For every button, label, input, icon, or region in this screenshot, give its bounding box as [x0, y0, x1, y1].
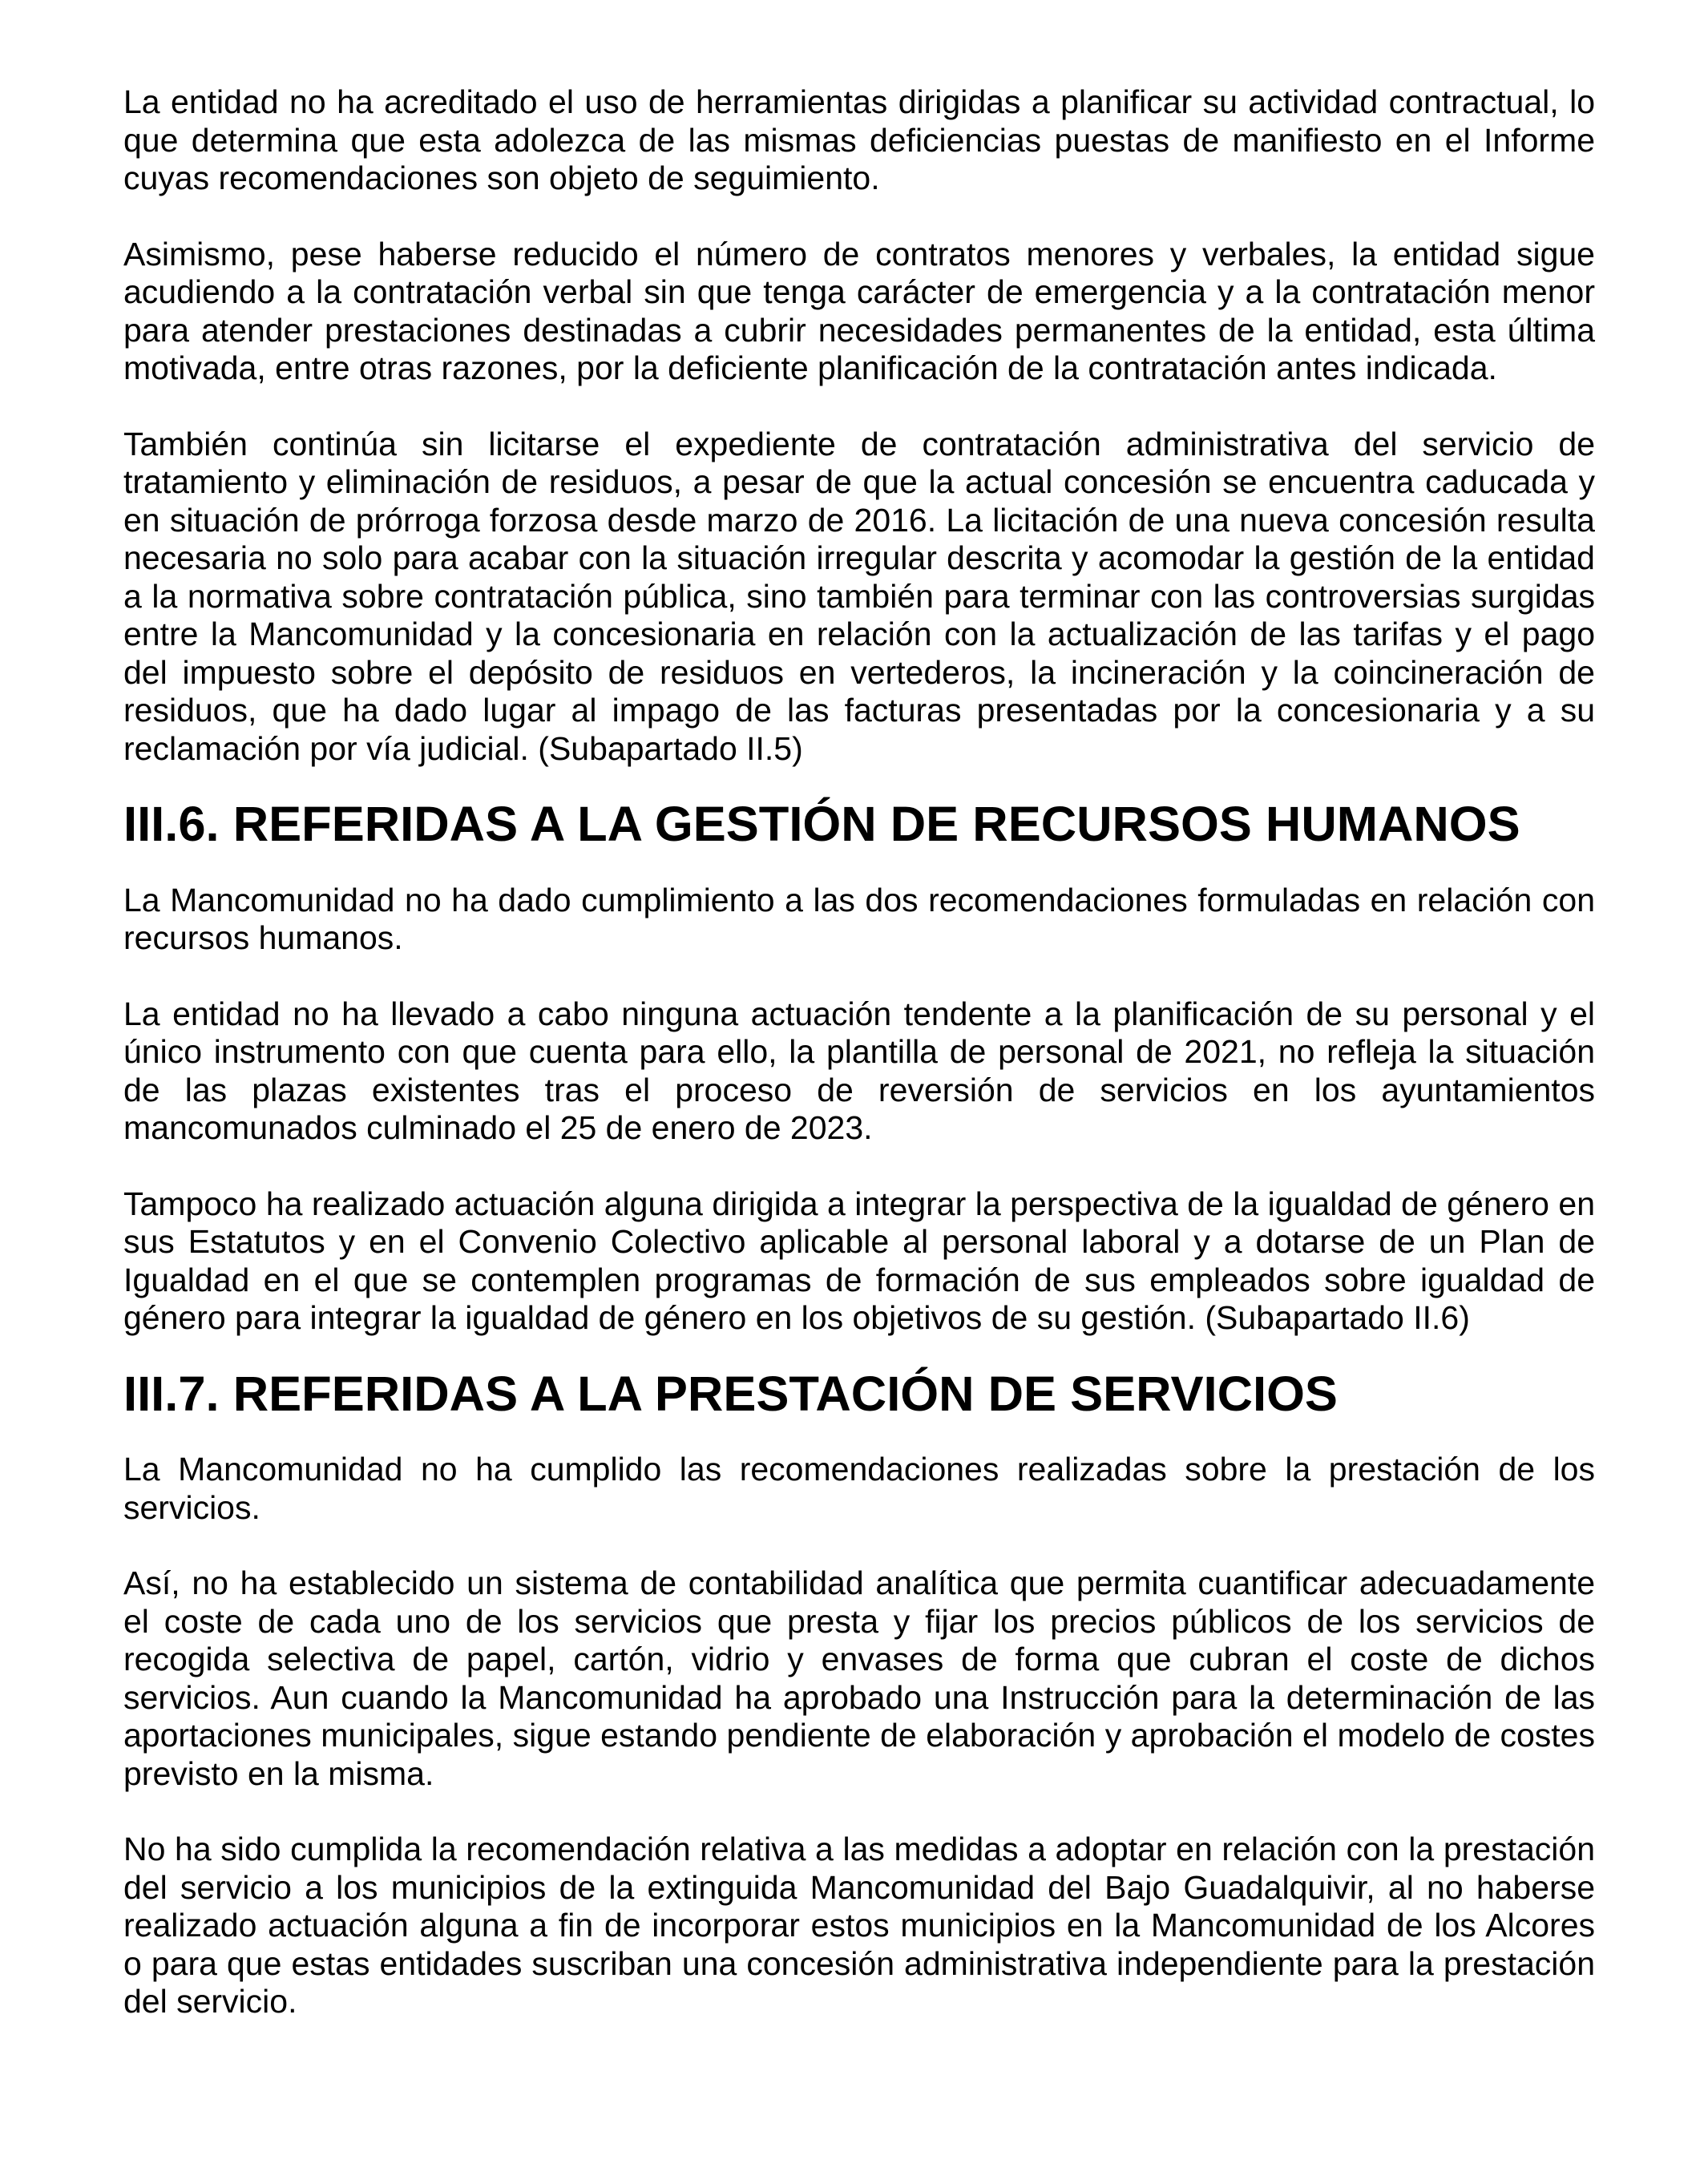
section-heading-prestacion-servicios: III.7. REFERIDAS A LA PRESTACIÓN DE SERVICIOS [123, 1366, 1338, 1422]
paragraph-recomendaciones-rrhh: La Mancomunidad no ha dado cumplimiento a las dos recomendaciones formuladas en relación con recursos humanos. [123, 881, 1595, 956]
paragraph-planificacion-contractual: La entidad no ha acreditado el uso de herramientas dirigidas a planificar su actividad contractual, lo que determina que esta adolezca de las mismas deficiencias puestas de manifiesto en el Informe cuyas recomendaciones son objeto de seguimiento. [123, 83, 1595, 196]
section-heading-recursos-humanos: III.6. REFERIDAS A LA GESTIÓN DE RECURSOS HUMANOS [123, 797, 1520, 852]
paragraph-planificacion-personal: La entidad no ha llevado a cabo ninguna actuación tendente a la planificación de su personal y el único instrumento con que cuenta para ello, la plantilla de personal de 2021, no refleja la situación de las plazas existentes tras el proceso de reversión de servicios en los ayuntamientos mancomunados culminado el 25 de enero de 2023. [123, 995, 1595, 1146]
paragraph-bajo-guadalquivir: No ha sido cumplida la recomendación relativa a las medidas a adoptar en relación con la prestación del servicio a los municipios de la extinguida Mancomunidad del Bajo Guadalquivir, al no haberse realizado actuación alguna a fin de incorporar estos municipios en la Mancomunidad de los Alcores o para que estas entidades suscriban una concesión administrativa independiente para la prestación del servicio. [123, 1831, 1595, 2020]
paragraph-igualdad-genero: Tampoco ha realizado actuación alguna dirigida a integrar la perspectiva de la igualdad de género en sus Estatutos y en el Convenio Colectivo aplicable al personal laboral y a dotarse de un Plan de Igualdad en el que se contemplen programas de formación de sus empleados sobre igualdad de género para integrar la igualdad de género en los objetivos de su gestión. (Subapartado II.6) [123, 1185, 1595, 1336]
paragraph-contratos-menores: Asimismo, pese haberse reducido el número de contratos menores y verbales, la entidad sigue acudiendo a la contratación verbal sin que tenga carácter de emergencia y a la contratación menor para atender prestaciones destinadas a cubrir necesidades permanentes de la entidad, esta última motivada, entre otras razones, por la deficiente planificación de la contratación antes indicada. [123, 235, 1595, 386]
paragraph-recomendaciones-servicios: La Mancomunidad no ha cumplido las recomendaciones realizadas sobre la prestación de los servicios. [123, 1451, 1595, 1526]
paragraph-licitacion-residuos: También continúa sin licitarse el expediente de contratación administrativa del servicio de tratamiento y eliminación de residuos, a pesar de que la actual concesión se encuentra caducada y en situación de prórroga forzosa desde marzo de 2016. La licitación de una nueva concesión resulta necesaria no solo para acabar con la situación irregular descrita y acomodar la gestión de la entidad a la normativa sobre contratación pública, sino también para terminar con las controversias surgidas entre la Mancomunidad y la concesionaria en relación con la actualización de las tarifas y el pago del impuesto sobre el depósito de residuos en vertederos, la incineración y la coincineración de residuos, que ha dado lugar al impago de las facturas presentadas por la concesionaria y a su reclamación por vía judicial. (Subapartado II.5) [123, 425, 1595, 767]
paragraph-contabilidad-analitica: Así, no ha establecido un sistema de contabilidad analítica que permita cuantificar adecuadamente el coste de cada uno de los servicios que presta y fijar los precios públicos de los servicios de recogida selectiva de papel, cartón, vidrio y envases de forma que cubran el coste de dichos servicios. Aun cuando la Mancomunidad ha aprobado una Instrucción para la determinación de las aportaciones municipales, sigue estando pendiente de elaboración y aprobación el modelo de costes previsto en la misma. [123, 1564, 1595, 1792]
document-page [123, 83, 1595, 2059]
